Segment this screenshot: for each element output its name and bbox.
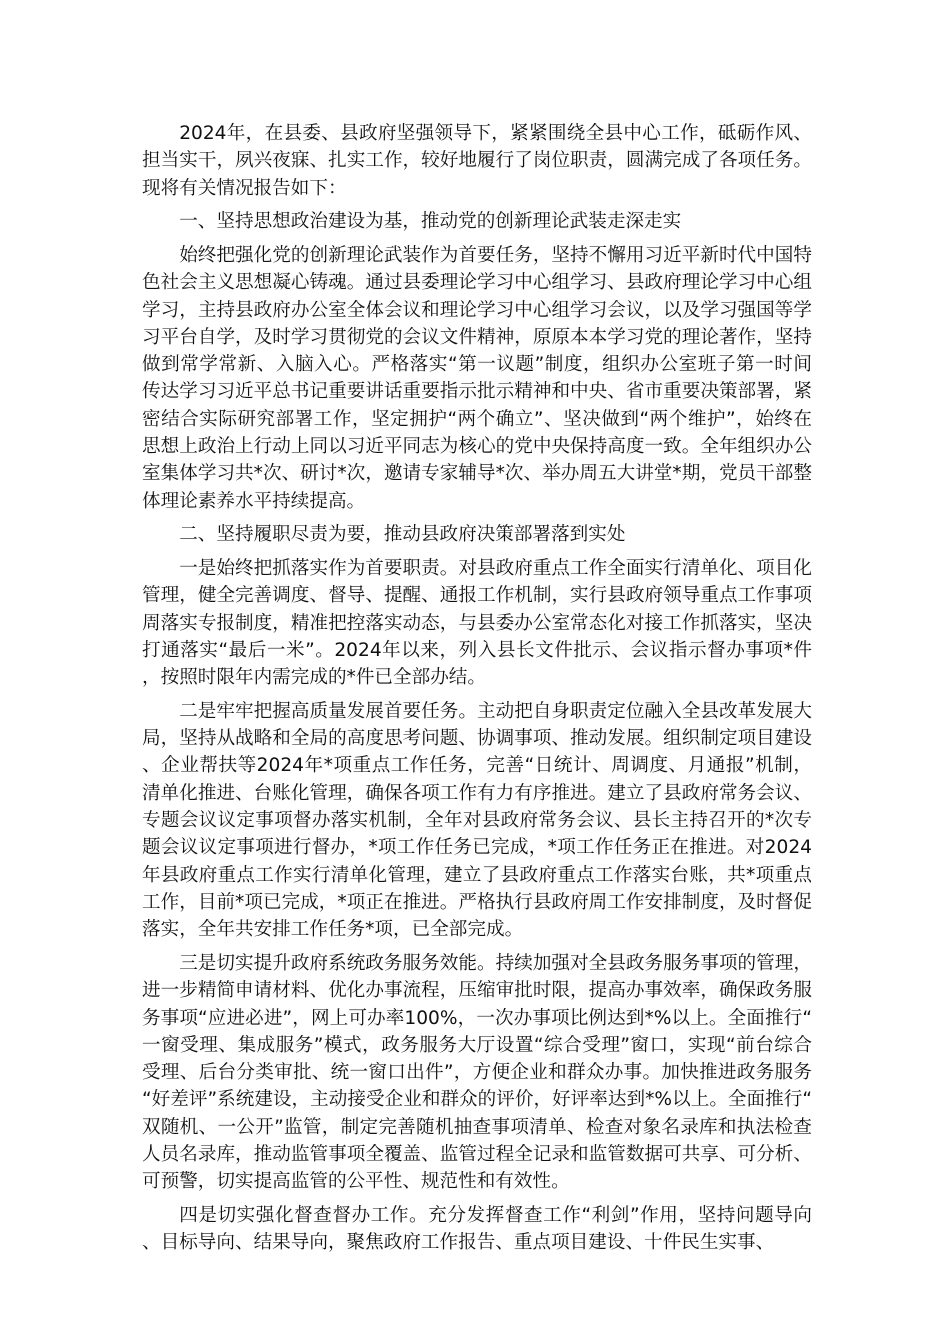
- section-2-paragraph-2: 二是牢牢把握高质量发展首要任务。主动把自身职责定位融入全县改革发展大局，坚持从战略和全局的高度思考问题、协调事项、推动发展。组织制定项目建设、企业帮扶等2024年*项重点工作任务，完善“日统计、周调度、月通报”机制，清单化推进、台账化管理，确保各项工作有力有序推进。建立了县政府常务会议、专题会议议定事项督办落实机制，全年对县政府常务会议、县长主持召开的*次专题会议议定事项进行督办，*项工作任务已完成，*项工作任务正在推进。对2024年县政府重点工作实行清单化管理，建立了县政府重点工作落实台账，共*项重点工作，目前*项已完成，*项正在推进。严格执行县政府周工作安排制度，及时督促落实，全年共安排工作任务*项，已全部完成。: [142, 700, 812, 941]
- section-1-paragraph: 始终把强化党的创新理论武装作为首要任务，坚持不懈用习近平新时代中国特色社会主义思想凝心铸魂。通过县委理论学习中心组学习、县政府理论学习中心组学习，主持县政府办公室全体会议和理论学习中心组学习会议，以及学习强国等学习平台自学，及时学习贯彻党的会议文件精神，原原本本学习党的理论著作，坚持做到常学常新、入脑入心。严格落实“第一议题”制度，组织办公室班子第一时间传达学习习近平总书记重要讲话重要指示批示精神和中央、省市重要决策部署，紧密结合实际研究部署工作，坚定拥护“两个确立”、坚决做到“两个维护”，始终在思想上政治上行动上同以习近平同志为核心的党中央保持高度一致。全年组织办公室集体学习共*次、研讨*次，邀请专家辅导*次、举办周五大讲堂*期，党员干部整体理论素养水平持续提高。: [142, 244, 812, 512]
- section-heading-1: 一、坚持思想政治建设为基，推动党的创新理论武装走深走实: [179, 211, 682, 233]
- document-page: [142, 120, 812, 1263]
- section-2-paragraph-3: 三是切实提升政府系统政务服务效能。持续加强对全县政务服务事项的管理，进一步精简申请材料、优化办事流程，压缩审批时限，提高办事效率，确保政务服务事项“应进必进”，网上可办率100%，一次办事项比例达到*%以上。全面推行“一窗受理、集成服务”模式，政务服务大厅设置“综合受理”窗口，实现“前台综合受理、后台分类审批、统一窗口出件”，方便企业和群众办事。加快推进政务服务“好差评”系统建设，主动接受企业和群众的评价，好评率达到*%以上。全面推行“双随机、一公开”监管，制定完善随机抽查事项清单、检查对象名录库和执法检查人员名录库，推动监管事项全覆盖、监管过程全记录和监管数据可共享、可分析、可预警，切实提高监管的公平性、规范性和有效性。: [142, 952, 812, 1193]
- section-2-paragraph-1: 一是始终把抓落实作为首要职责。对县政府重点工作全面实行清单化、项目化管理，健全完善调度、督导、提醒、通报工作机制，实行县政府领导重点工作事项周落实专报制度，精准把控落实动态，与县委办公室常态化对接工作抓落实，坚决打通落实“最后一米”。2024年以来，列入县长文件批示、会议指示督办事项*件，按照时限年内需完成的*件已全部办结。: [142, 558, 812, 689]
- section-heading-2: 二、坚持履职尽责为要，推动县政府决策部署落到实处: [179, 524, 626, 546]
- section-2-paragraph-4: 四是切实强化督查督办工作。充分发挥督查工作“利剑”作用，坚持问题导向、目标导向、结果导向，聚焦政府工作报告、重点项目建设、十件民生实事、: [142, 1205, 812, 1254]
- intro-paragraph: 2024年，在县委、县政府坚强领导下，紧紧围绕全县中心工作，砥砺作风、担当实干，夙兴夜寐、扎实工作，较好地履行了岗位职责，圆满完成了各项任务。现将有关情况报告如下：: [142, 123, 812, 199]
